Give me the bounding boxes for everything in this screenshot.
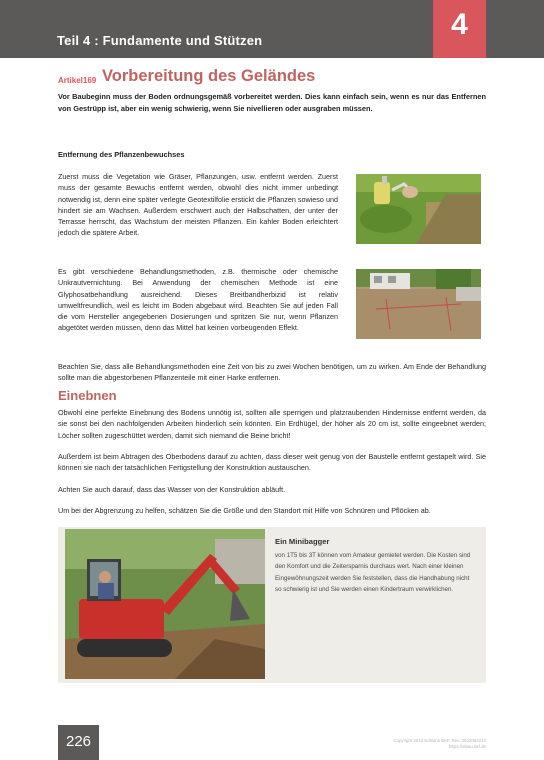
leveling-paragraph-1: Obwohl eine perfekte Einebnung des Bodens unnötig ist, sollten alle sperrigen und platzraubenden Hindernisse entfernt werden, da sie sonst bei den nachfolgenden Arbeiten hinderlich sein könnten. Ein Erdhügel, der höher als 20 cm ist, sollte eingeebnet werden; Löcher sollten zugeschüttet werden, damit sich niemand die Beine bricht! [58, 408, 486, 440]
leveling-section-title: Einebnen [58, 388, 117, 403]
vegetation-paragraph-3: Beachten Sie, dass alle Behandlungsmethoden eine Zeit von bis zu zwei Wochen benötigen, um zu wirken. Am Ende der Behandlung sollte man die abgestorbenen Pflanzenteile mit einer Harke entfernen. [58, 362, 486, 383]
vegetation-heading: Entfernung des Pflanzenbewuchses [58, 150, 185, 159]
leveling-paragraph-4: Um bei der Abgrenzung zu helfen, schätzen Sie die Größe und den Standort mit Hilfe von Schnüren und Pflöcken ab. [58, 506, 431, 515]
chapter-number-badge: 4 [433, 0, 486, 58]
chapter-title: Teil 4 : Fundamente und Stützen [57, 33, 263, 48]
vegetation-paragraph-2: Es gibt verschiedene Behandlungsmethoden, z.B. thermische oder chemische Unkrautvernichtung. Bei Anwendung der chemischen Methode ist eine Glyphosatbehandlung ausreichend. Dieses Breitbandherbizid ist relativ umweltfreundlich, weil es leicht im Boden abgebaut wird. Beachten Sie auf jeden Fall die vom Hersteller angegebenen Dosierungen und spritzen Sie nur, wenn Pflanzen abgetötet werden müssen, denn das Mittel hat keinen vorbeugenden Effekt. [58, 267, 338, 333]
leveling-paragraph-2: Außerdem ist beim Abtragen des Oberbodens darauf zu achten, dass dieser weit genug von der Baustelle entfernt gestapelt wird. Sie können sie nach der tatsächlichen Fertigstellung der Konstruktion austauschen. [58, 452, 486, 473]
leveling-paragraph-3: Achten Sie auch darauf, dass das Wasser von der Konstruktion abläuft. [58, 485, 286, 494]
copyright-url: https://ebiau.bkf.de [448, 744, 486, 749]
footer-copyright [326, 738, 486, 750]
spraying-photo [356, 174, 481, 244]
article-title: Vorbereitung des Geländes [102, 67, 316, 85]
excavator-photo [65, 529, 265, 679]
article-tag: Artikel169 [58, 76, 97, 85]
copyright-text: Copyright 2022 Editions BKF. Rev. 2022082213 [393, 738, 486, 743]
page-number: 226 [58, 725, 99, 760]
callout-text: von 1T5 bis 3T können vom Amateur gemietet werden. Die Kosten sind den Komfort und die Zeitersparnis durchaus wert. Nach einer kleinen Eingewöhnungszeit werden Sie feststellen, dass die Handhabung nicht so schwierig ist und Sie werden einen Kindertraum verwirklichen. [275, 552, 471, 593]
cleared-ground-photo [356, 269, 481, 339]
callout-title: Ein Minibagger [275, 537, 330, 546]
vegetation-paragraph-1: Zuerst muss die Vegetation wie Gräser, Pflanzungen, usw. entfernt werden. Zuerst muss der gesamte Bewuchs entfernt werden, obwohl dies nicht immer unbedingt notwendig ist, denn eine später verlegte Geotextilfolie erstickt die Pflanzen sowieso und hindert sie am Wachsen. Außerdem erschwert auch der Halbschatten, der unter der Terrasse herrscht, das Wachstum der meisten Pflanzen. Ein kahler Boden erleichtert jedoch die spätere Arbeit. [58, 172, 338, 238]
article-intro: Vor Baubeginn muss der Boden ordnungsgemäß vorbereitet werden. Dies kann einfach sein, wenn es nur das Entfernen von Gestrüpp ist, aber ein wenig schwierig, wenn Sie nivellieren oder ausgraben müssen. [58, 92, 486, 113]
